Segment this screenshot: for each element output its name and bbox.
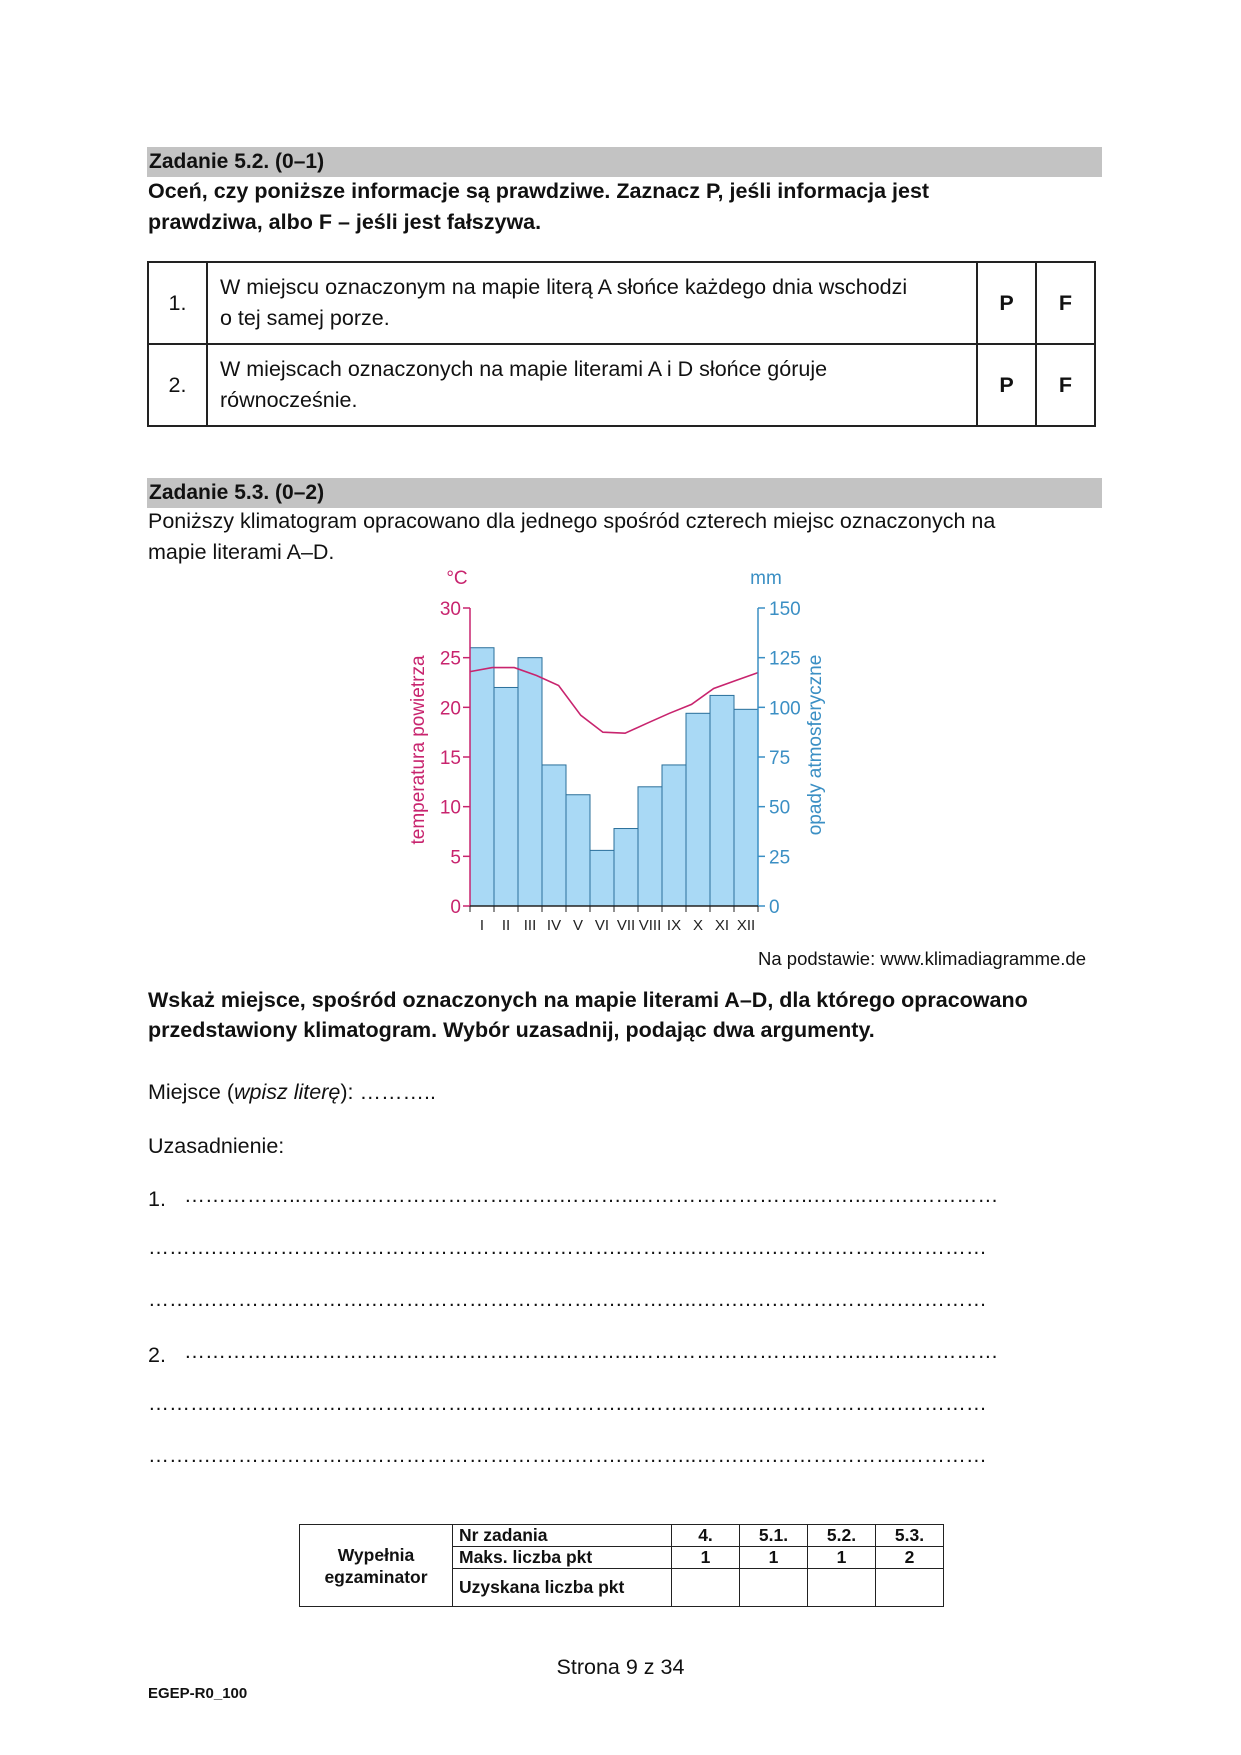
left-axis-unit: °C	[446, 568, 468, 589]
right-tick-label: 25	[769, 847, 791, 869]
month-label: VI	[594, 917, 610, 934]
obtained-points-cell[interactable]	[672, 1569, 740, 1607]
task-number-label: Nr zadania	[453, 1525, 672, 1547]
right-axis-unit: mm	[750, 568, 782, 589]
score-table	[299, 1524, 944, 1607]
place-answer-line[interactable]	[148, 1077, 436, 1108]
month-label: IV	[546, 917, 562, 934]
month-label: VII	[616, 917, 636, 934]
left-tick-label: 30	[439, 599, 461, 620]
left-tick-label: 15	[439, 748, 461, 769]
false-option[interactable]: F	[1036, 344, 1095, 426]
task-5-2-instruction-line1: Oceń, czy poniższe informacje są prawdziwe. Zaznacz P, jeśli informacja jest	[148, 179, 930, 203]
table-row	[148, 262, 1095, 344]
table-row	[148, 344, 1095, 426]
right-tick-label: 50	[769, 797, 791, 819]
answer2-line1[interactable]: ……………..……………………………….………..……………………..……..…….…………	[184, 1340, 999, 1363]
month-label: XI	[714, 917, 730, 934]
statement-line2: o tej samej porze.	[220, 306, 390, 330]
precipitation-bar	[590, 850, 614, 906]
max-points: 1	[740, 1547, 808, 1569]
task-5-3-question-line1: Wskaż miejsce, spośród oznaczonych na mapie literami A–D, dla którego opracowano	[148, 988, 1028, 1012]
max-points: 1	[808, 1547, 876, 1569]
precipitation-bars	[470, 648, 758, 906]
obtained-points-cell[interactable]	[808, 1569, 876, 1607]
month-label: IX	[666, 917, 682, 934]
task-5-3-intro-line2: mapie literami A–D.	[148, 540, 335, 564]
task-5-3-header: Zadanie 5.3. (0–2)	[147, 478, 1102, 508]
answer1-line1[interactable]: ……………..……………………………….………..……………………..……..…….…………	[184, 1184, 999, 1207]
place-label-pre: Miejsce (	[148, 1080, 235, 1104]
statement-text	[207, 344, 977, 426]
left-tick-label: 20	[439, 698, 461, 720]
statement-line1: W miejscach oznaczonych na mapie literami A i D słońce góruje	[220, 357, 828, 381]
precipitation-bar	[638, 787, 662, 906]
max-points-label: Maks. liczba pkt	[453, 1547, 672, 1569]
max-points: 1	[672, 1547, 740, 1569]
max-points: 2	[876, 1547, 944, 1569]
precipitation-bar	[710, 695, 734, 906]
statement-number: 1.	[148, 262, 207, 344]
right-tick-label: 125	[769, 648, 801, 670]
left-tick-label: 10	[439, 797, 461, 819]
justification-label: Uzasadnienie:	[148, 1134, 285, 1158]
precipitation-bar	[686, 713, 710, 906]
month-label: X	[692, 917, 704, 934]
precipitation-bar	[542, 765, 566, 906]
task-number: 5.1.	[740, 1525, 808, 1547]
task-number: 4.	[672, 1525, 740, 1547]
left-tick-label: 0	[450, 897, 461, 918]
statement-line2: równocześnie.	[220, 388, 358, 412]
right-tick-label: 100	[769, 698, 801, 720]
month-label: II	[501, 917, 511, 934]
answer1-line3[interactable]: ……….………………………………………………….………..…….….……………….…………	[148, 1288, 987, 1311]
right-axis-label: opady atmosferyczne	[805, 654, 826, 836]
examiner-label-line1: Wypełnia	[337, 1544, 415, 1565]
examiner-label-line2: egzaminator	[324, 1566, 428, 1587]
obtained-points-label: Uzyskana liczba pkt	[453, 1569, 672, 1607]
month-label: VIII	[638, 917, 662, 934]
month-label: I	[479, 917, 485, 934]
true-option[interactable]: P	[977, 262, 1036, 344]
task-5-3-intro-line1: Poniższy klimatogram opracowano dla jednego spośród czterech miejsc oznaczonych na	[148, 509, 996, 533]
statement-text	[207, 262, 977, 344]
precipitation-bar	[470, 648, 494, 906]
statement-number: 2.	[148, 344, 207, 426]
chart-source: Na podstawie: www.klimadiagramme.de	[758, 948, 1086, 969]
precipitation-bar	[566, 795, 590, 906]
answer1-number: 1.	[148, 1187, 166, 1211]
false-option[interactable]: F	[1036, 262, 1095, 344]
climate-chart	[390, 560, 850, 940]
document-code: EGEP-R0_100	[148, 1685, 248, 1702]
statement-line1: W miejscu oznaczonym na mapie literą A słońce każdego dnia wschodzi	[220, 275, 908, 299]
left-axis-label: temperatura powietrza	[408, 655, 429, 845]
answer2-line3[interactable]: ……….………………………………………………….………..…….….……………….…………	[148, 1444, 987, 1467]
obtained-points-cell[interactable]	[740, 1569, 808, 1607]
page-number: Strona 9 z 34	[556, 1655, 685, 1679]
right-tick-label: 0	[769, 897, 780, 918]
right-tick-label: 150	[769, 599, 801, 620]
precipitation-bar	[734, 709, 758, 906]
answer1-line2[interactable]: ……….………………………………………………….………..…….….……………….…………	[148, 1236, 987, 1259]
place-label-post: ): ………..	[340, 1080, 436, 1104]
task-number: 5.3.	[876, 1525, 944, 1547]
month-label: XII	[736, 917, 756, 934]
task-number: 5.2.	[808, 1525, 876, 1547]
month-label: V	[572, 917, 584, 934]
precipitation-bar	[494, 687, 518, 906]
place-label-italic: wpisz literę	[234, 1080, 341, 1104]
right-tick-label: 75	[769, 748, 791, 769]
precipitation-bar	[662, 765, 686, 906]
answer2-line2[interactable]: ……….………………………………………………….………..…….….……………….…………	[148, 1392, 987, 1415]
precipitation-bar	[614, 829, 638, 906]
true-false-table	[147, 261, 1096, 427]
left-tick-label: 25	[439, 648, 461, 670]
examiner-cell	[300, 1525, 453, 1607]
task-5-2-instruction-line2: prawdziwa, albo F – jeśli jest fałszywa.	[148, 210, 542, 234]
task-5-2-header: Zadanie 5.2. (0–1)	[147, 147, 1102, 177]
month-label: III	[523, 917, 537, 934]
obtained-points-cell[interactable]	[876, 1569, 944, 1607]
left-tick-label: 5	[450, 847, 461, 869]
answer2-number: 2.	[148, 1343, 166, 1367]
precipitation-bar	[518, 658, 542, 906]
task-5-3-question-line2: przedstawiony klimatogram. Wybór uzasadnij, podając dwa argumenty.	[148, 1018, 875, 1042]
true-option[interactable]: P	[977, 344, 1036, 426]
